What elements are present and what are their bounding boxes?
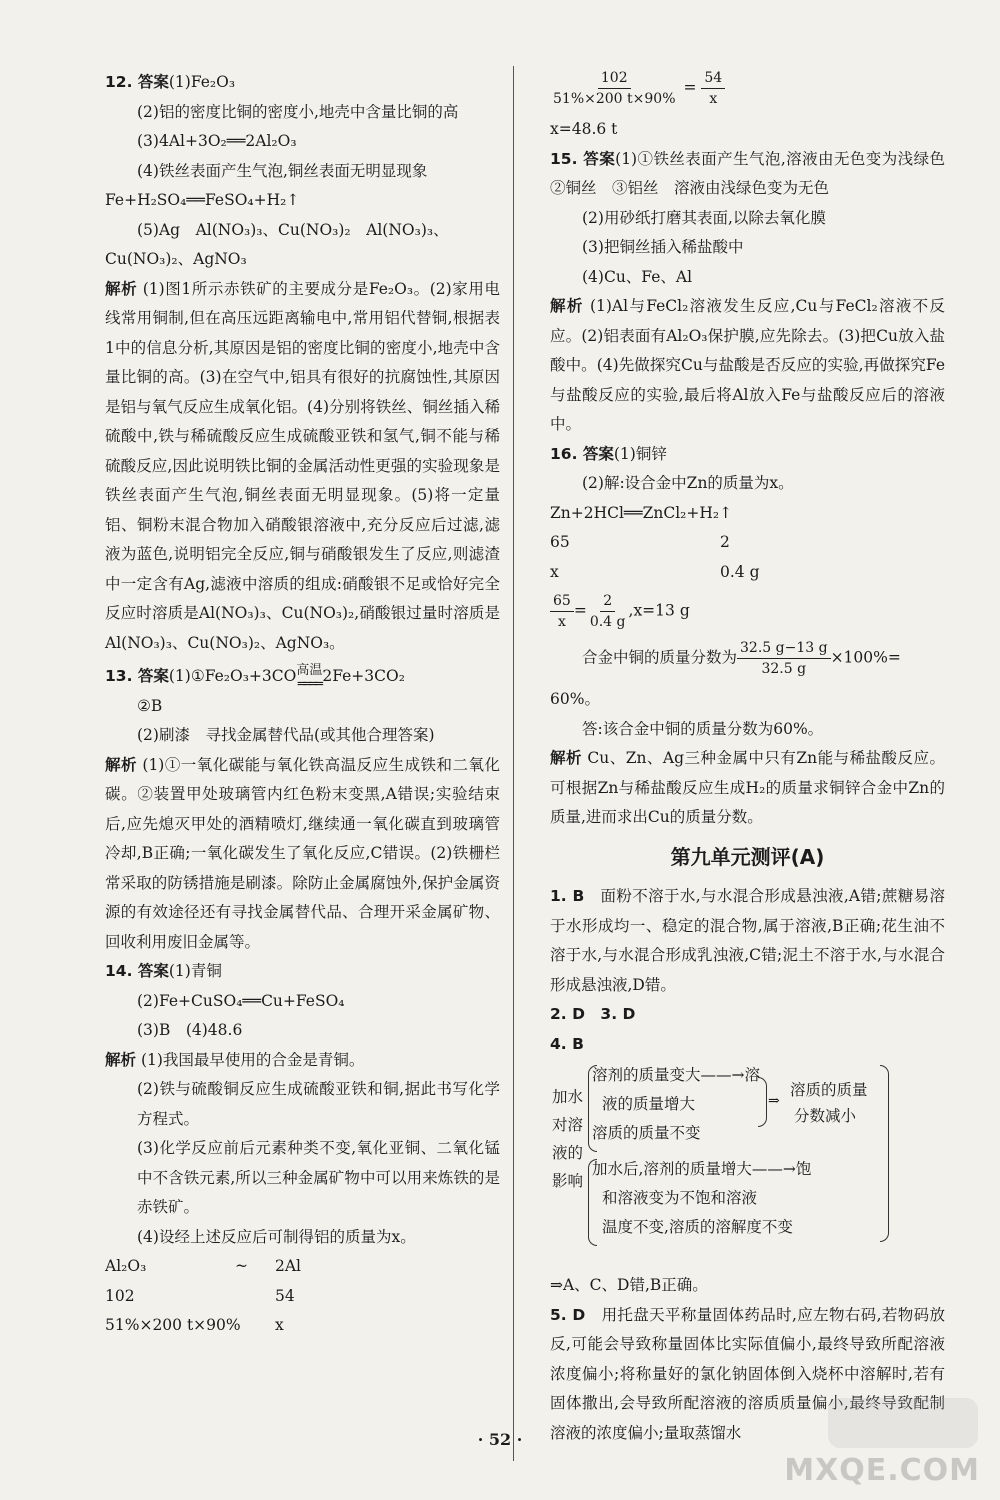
q14-analysis-3: (3)化学反应前后元素种类不变,氧化亚铜、二氧化锰中不含铁元素,所以三种金属矿物中可以用来炼铁的是赤铁矿。 bbox=[137, 1139, 500, 1216]
q16-answer: 答:该合金中铜的质量分数为60%。 bbox=[582, 719, 824, 738]
q15-a2: (2)用砂纸打磨其表面,以除去氧化膜 bbox=[582, 208, 826, 227]
q14-table-row-2 bbox=[105, 1282, 500, 1312]
q15-analysis-label: 解析 bbox=[550, 297, 584, 315]
q15-analysis: (1)Al与FeCl₂溶液发生反应,Cu与FeCl₂溶液不反应。(2)铝表面有Al₂O₃保护膜,应先除去。(3)把Cu放入盐酸中。(4)先做探究Cu与盐酸是否反应的实验,再做探究Fe与盐酸反应的实验,最后将Al放入Fe与盐酸反应后的溶液中。 bbox=[550, 297, 945, 433]
equals-sign: = bbox=[683, 78, 697, 97]
frac-num: 32.5 g−13 g bbox=[737, 638, 831, 659]
s5-text: 用托盘天平称量固体药品时,应左物右码,若物码放反,可能会导致称量固体比实际值偏小,最终导致所配溶液浓度偏小;将称量好的氯化钠固体倒入烧杯中溶解时,若有固体撒出,会导致所配溶液的溶质质量偏小,最终导致配制溶液的浓度偏小;量取蒸馏水 bbox=[550, 1305, 946, 1442]
column-divider bbox=[513, 66, 514, 1461]
q14-cell: 54 bbox=[275, 1286, 295, 1305]
bracket-mid bbox=[758, 1077, 767, 1127]
s4-conclusion: ⇒A、C、D错,B正确。 bbox=[550, 1276, 708, 1294]
q16-a1: (1)铜锌 bbox=[613, 444, 667, 463]
bracket-right bbox=[880, 1065, 889, 1242]
q16-pct-fraction bbox=[737, 638, 831, 679]
q16-cell: 0.4 g bbox=[720, 562, 760, 581]
q14-fraction-1 bbox=[550, 68, 679, 109]
mid-line: 分数减小 bbox=[794, 1107, 857, 1125]
q12-a4: (4)铁丝表面产生气泡,铜丝表面无明显现象 bbox=[137, 161, 428, 180]
q12-analysis-label: 解析 bbox=[105, 279, 138, 298]
frac-num: 2 bbox=[600, 591, 615, 612]
s5-label: 5. D bbox=[550, 1305, 586, 1324]
arrow-icon: ⇒ bbox=[768, 1093, 780, 1109]
lower-line: 温度不变,溶质的溶解度不变 bbox=[602, 1218, 793, 1236]
side-text: 加水 bbox=[552, 1088, 584, 1106]
q14-cell: x bbox=[275, 1316, 284, 1334]
s4-mid-block bbox=[790, 1077, 868, 1129]
frac-num: 54 bbox=[701, 68, 725, 89]
frac-den: 51%×200 t×90% bbox=[553, 91, 676, 107]
upper-line: 液的质量增大 bbox=[602, 1095, 696, 1113]
q14-cell: 102 bbox=[105, 1286, 135, 1305]
q13-condition: 高温 bbox=[296, 662, 323, 678]
q12-a3: (3)4Al+3O₂══2Al₂O₃ bbox=[137, 132, 297, 150]
q12-a5: (5)Ag Al(NO₃)₃、Cu(NO₃)₂ Al(NO₃)₃、 bbox=[137, 220, 449, 239]
frac-den: x bbox=[709, 91, 718, 107]
q15-a1: (1)①铁丝表面产生气泡,溶液由无色变为浅绿色 ②铜丝 ③铝丝 溶液由浅绿色变为无色 bbox=[550, 149, 961, 197]
q16-cell: 65 bbox=[550, 533, 570, 551]
q14-table-row-1 bbox=[105, 1252, 500, 1282]
q13-a1-post: 2Fe+3CO₂ bbox=[322, 667, 405, 685]
frac-num: 102 bbox=[598, 68, 631, 89]
q14-table-row-3 bbox=[105, 1311, 500, 1341]
q15-a3: (3)把铜丝插入稀盐酸中 bbox=[582, 238, 744, 256]
section-title: 第九单元测评(A) bbox=[670, 844, 825, 869]
q13-a1-pre: (1)①Fe₂O₃+3CO bbox=[168, 667, 297, 685]
right-column bbox=[550, 68, 961, 1448]
q13-analysis: (1)①一氧化碳能与氧化铁高温反应生成铁和二氧化碳。②装置甲处玻璃管内红色粉末变黑,A错误;实验结束后,应先熄灭甲处的酒精喷灯,继续通一氧化碳直到玻璃管冷却,B正确;一氧化碳发生了氧化反应,C错误。(2)铁栅栏常采取的防锈措施是刷漆。除防止金属腐蚀外,保护金属资源的有效途径还有寻找金属替代品、合理开采金属矿物、回收利用废旧金属等。 bbox=[105, 755, 500, 951]
side-text: 影响 bbox=[552, 1172, 584, 1190]
page-number: · 52 · bbox=[477, 1430, 523, 1449]
equals-sign: = bbox=[573, 601, 587, 620]
s4-lower-block bbox=[592, 1155, 811, 1242]
q14-result: x=48.6 t bbox=[550, 120, 618, 138]
q12-a2: (2)铝的密度比铜的密度小,地壳中含量比铜的高 bbox=[137, 102, 459, 121]
q14-analysis-1: (1)我国最早使用的合金是青铜。 bbox=[140, 1050, 365, 1069]
s4-side-label bbox=[552, 1083, 583, 1195]
s1-text: 面粉不溶于水,与水混合形成悬浊液,A错;蔗糖易溶于水形成均一、稳定的混合物,属于溶液,B正确;花生油不溶于水,与水混合形成乳浊液,C错;泥土不溶于水,与水混合形成悬浊液,D错。 bbox=[550, 887, 945, 994]
q14-analysis-2: (2)铁与硫酸铜反应生成硫酸亚铁和铜,据此书写化学方程式。 bbox=[137, 1080, 500, 1128]
s4-upper-block bbox=[592, 1061, 760, 1148]
q14-cell: 51%×200 t×90% bbox=[105, 1316, 241, 1334]
mid-line: 溶质的质量 bbox=[790, 1081, 868, 1099]
q14-cell: Al₂O₃ bbox=[105, 1257, 147, 1275]
q16-pct-tail: ×100%= bbox=[830, 648, 901, 667]
q14-cell: 2Al bbox=[275, 1257, 302, 1275]
s4-label: 4. B bbox=[550, 1034, 584, 1053]
q13-label: 13. 答案 bbox=[105, 667, 169, 685]
watermark: MXQE.COM bbox=[784, 1453, 980, 1488]
q16-pct-prefix: 合金中铜的质量分数为 bbox=[582, 648, 738, 667]
s1-label: 1. B bbox=[550, 887, 585, 905]
q16-cell: 2 bbox=[720, 533, 730, 551]
q12-a4-equation: Fe+H₂SO₄══FeSO₄+H₂↑ bbox=[105, 191, 300, 209]
side-text: 对溶 bbox=[552, 1116, 584, 1134]
q12-a1: (1)Fe₂O₃ bbox=[168, 73, 236, 91]
q14-analysis-4: (4)设经上述反应后可制得铝的质量为x。 bbox=[137, 1227, 416, 1246]
upper-line: 溶质的质量不变 bbox=[592, 1124, 701, 1142]
q16-cell: x bbox=[550, 562, 559, 581]
watermark-logo bbox=[828, 1398, 978, 1448]
lower-line: 和溶液变为不饱和溶液 bbox=[602, 1189, 758, 1207]
frac-den: 32.5 g bbox=[761, 661, 807, 677]
q12-analysis: (1)图1所示赤铁矿的主要成分是Fe₂O₃。(2)家用电线常用铜制,但在高压远距离输电中,常用铝代替铜,根据表1中的信息分析,其原因是铝的密度比铜的密度小,地壳中含量比铜的高。(3)在空气中,铝具有很好的抗腐蚀性,其原因是铝与氧气反应生成氧化铝。(4)分别将铁丝、铜丝插入稀硫酸中,铁与稀硫酸反应生成硫酸亚铁和氢气,铜不能与稀硫酸反应,因此说明铁比铜的金属活动性更强的实验现象是铁丝表面产生气泡,铜丝表面无明显现象。(5)将一定量铝、铜粉末混合物加入硝酸银溶液中,充分反应后过滤,滤液为蓝色,说明铝完全反应,铜与硝酸银发生了反应,则滤渣中一定含有Ag,滤液中溶质的组成:硝酸银不足或恰好完全反应时溶质是Al(NO₃)₃、Cu(NO₃)₂,硝酸银过量时溶质是Al(NO₃)₃、Cu(NO₃)₂、AgNO₃。 bbox=[105, 279, 500, 652]
q14-analysis-label: 解析 bbox=[105, 1050, 137, 1069]
q16-frac-tail: ,x=13 g bbox=[628, 601, 690, 620]
q13-a2: (2)刷漆 寻找金属替代品(或其他合理答案) bbox=[137, 726, 435, 744]
q16-fraction-2 bbox=[587, 591, 629, 632]
q12-a5b: Cu(NO₃)₂、AgNO₃ bbox=[105, 250, 247, 268]
left-column: 12. 答案(1)Fe₂O₃ (2)铝的密度比铜的密度小,地壳中含量比铜的高 (3)4Al+3O₂══2Al₂O₃ (4)铁丝表面产生气泡,铜丝表面无明显现象 Fe+H₂SO₄══FeSO₄+H₂↑ (5)Ag Al(NO₃)₃、Cu(NO₃)₂ Al(NO₃)₃、 Cu(NO₃)₂、AgNO₃ 解析 (1)图1所示赤铁矿的主要成分是Fe₂O₃。(2)家用电线常用铜制,但在高压远距离输电中,常用铝代替铜,根据表1中的信息分析,其原因是铝的密度比铜的密度小,地壳中含量比铜的高。(3)在空气中,铝具有很好的抗腐蚀性,其原因是铝与氧气反应生成氧化铝。(4)分别将铁丝、铜丝插入稀硫酸中,铁与稀硫酸反应生成硫酸亚铁和氢气,铜不能与稀硫酸反应,因此说明铁比铜的金属活动性更强的实验现象是铁丝表面产生气泡,铜丝表面无明显现象。(5)将一定量铝、铜粉末混合物加入硝酸银溶液中,充分反应后过滤,滤液为蓝色,说明铝完全反应,铜与硝酸银发生了反应,则滤渣中一定含有Ag,滤液中溶质的组成:硝酸银不足或恰好完全反应时溶质是Al(NO₃)₃、Cu(NO₃)₂,硝酸银过量时溶质是Al(NO₃)₃、Cu(NO₃)₂、AgNO₃。 13. 答案(1)①Fe₂O₃+3CO 高温 ════ 2Fe+3CO₂ ②B (2)刷漆 寻找金属替代品(或其他合理答案) 解析 (1)①一氧化碳能与氧化铁高温反应生成铁和二氧化碳。②装置甲处玻璃管内红色粉末变黑,A错误;实验结束后,应先熄灭甲处的酒精喷灯,继续通一氧化碳直到玻璃管冷却,B正确;一氧化碳发生了氧化反应,C错误。(2)铁栅栏常采取的防锈措施是刷漆。除防止金属腐蚀外,保护金属资源的有效途径还有寻找金属替代品、合理开采金属矿物、回收利用废旧金属等。 14. 答案(1)青铜 (2)Fe+CuSO₄══Cu+FeSO₄ (3)B (4)48.6 解析 (1)我国最早使用的合金是青铜。 (2)铁与硫酸铜反应生成硫酸亚铁和铜,据此书写化学方程式。 (3)化学反应前后元素种类不变,氧化亚铜、二氧化锰中不含铁元素,所以三种金属矿物中可以用来炼铁的是赤铁矿。 (4)设经上述反应后可制得铝的质量为x。 Al₂O₃ ~ 2Al 102 54 51%×200 t×90% x bbox=[105, 68, 500, 1341]
q13-a1b: ②B bbox=[137, 696, 163, 715]
side-text: 液的 bbox=[552, 1144, 584, 1162]
q16-fraction-1 bbox=[550, 591, 574, 632]
lower-line: 加水后,溶剂的质量增大——→饱 bbox=[592, 1160, 812, 1178]
q16-row-2 bbox=[550, 558, 945, 588]
q16-pct-value: 60%。 bbox=[550, 690, 600, 708]
upper-line: 溶剂的质量变大——→溶 bbox=[592, 1066, 760, 1084]
q14-fraction-2 bbox=[701, 68, 725, 109]
q12-label: 12. 答案 bbox=[105, 73, 169, 91]
frac-den: x bbox=[557, 614, 566, 630]
q16-label: 16. 答案 bbox=[550, 444, 614, 463]
q16-a2: (2)解:设合金中Zn的质量为x。 bbox=[582, 474, 794, 492]
frac-num: 65 bbox=[550, 591, 574, 612]
q16-analysis-label: 解析 bbox=[550, 749, 582, 767]
q14-a3: (3)B (4)48.6 bbox=[137, 1021, 243, 1039]
q13-analysis-label: 解析 bbox=[105, 755, 137, 774]
q14-a2: (2)Fe+CuSO₄══Cu+FeSO₄ bbox=[137, 991, 345, 1010]
frac-den: 0.4 g bbox=[589, 614, 626, 630]
q14-a1: (1)青铜 bbox=[168, 962, 222, 980]
q14-cell: ~ bbox=[235, 1257, 248, 1275]
q16-analysis: Cu、Zn、Ag三种金属中只有Zn能与稀盐酸反应。可根据Zn与稀盐酸反应生成H₂的质量求铜锌合金中Zn的质量,进而求出Cu的质量分数。 bbox=[550, 749, 945, 826]
q14-label: 14. 答案 bbox=[105, 962, 169, 980]
q16-equation: Zn+2HCl══ZnCl₂+H₂↑ bbox=[550, 503, 733, 522]
s2-s3: 2. D 3. D bbox=[550, 1005, 636, 1023]
q16-row-1 bbox=[550, 528, 945, 558]
q15-label: 15. 答案 bbox=[550, 149, 616, 168]
s4-diagram bbox=[550, 1061, 945, 1271]
q15-a4: (4)Cu、Fe、Al bbox=[582, 267, 693, 286]
